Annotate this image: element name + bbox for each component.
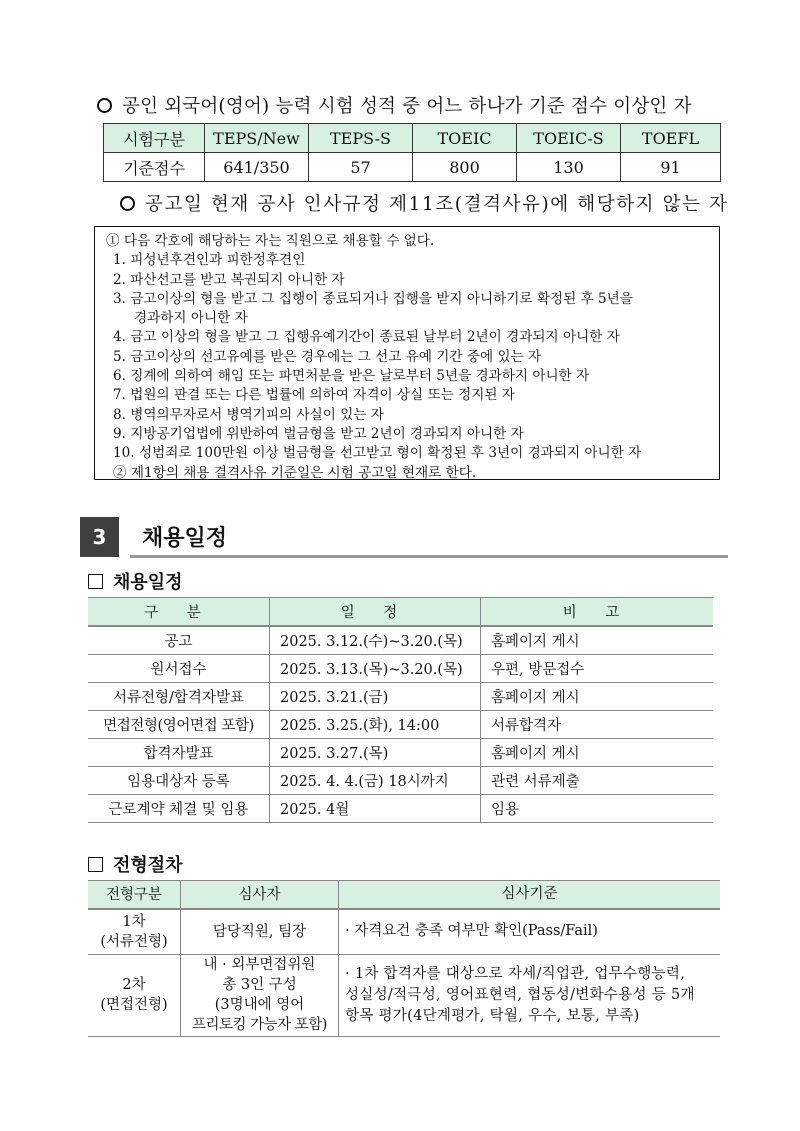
process-criteria-line: 성실성/적극성, 영어표현력, 협동성/변화수용성 등 5개 [345, 986, 695, 1003]
schedule-stage-cell: 면접전형(영어면접 포함) [88, 711, 270, 739]
schedule-date-cell: 2025. 3.13.(목)~3.20.(목) [270, 655, 481, 683]
circle-bullet-icon [97, 98, 112, 113]
score-table-header-row [104, 124, 721, 153]
process-header-cell: 심사기준 [339, 881, 721, 910]
checkbox-square-icon [88, 857, 103, 872]
schedule-note-cell: 우편, 방문접수 [481, 655, 714, 683]
schedule-stage-cell: 합격자발표 [88, 739, 270, 767]
schedule-date-cell: 2025. 3.25.(화), 14:00 [270, 711, 481, 739]
schedule-note-cell: 임용 [481, 795, 714, 823]
process-reviewer-line: 내 · 외부면접위원 [203, 957, 316, 973]
score-header-cell: TEPS-S [309, 124, 413, 153]
score-cell: 기준점수 [104, 153, 205, 182]
section-title: 채용일정 [142, 526, 228, 551]
section-number-badge: 3 [80, 517, 119, 557]
language-qualification-bullet [97, 92, 692, 118]
schedule-date-cell: 2025. 3.12.(수)~3.20.(목) [270, 626, 481, 655]
process-reviewer-cell [181, 954, 339, 1036]
table-row [88, 683, 713, 711]
score-cell: 800 [413, 153, 517, 182]
table-row [88, 909, 720, 954]
process-stage-number: 2차 [122, 977, 146, 993]
score-cell: 641/350 [205, 153, 309, 182]
schedule-stage-cell: 서류전형/합격자발표 [88, 683, 270, 711]
schedule-stage-cell: 공고 [88, 626, 270, 655]
process-stage-type: (서류전형) [100, 933, 168, 950]
process-criteria-cell [339, 954, 721, 1036]
schedule-heading-text: 채용일정 [113, 572, 183, 593]
schedule-heading [88, 568, 183, 594]
process-stage-cell [88, 909, 181, 954]
score-cell: 57 [309, 153, 413, 182]
table-row [88, 795, 713, 823]
checkbox-square-icon [88, 574, 103, 589]
process-criteria-line: · 자격요건 충족 여부만 확인(Pass/Fail) [345, 923, 598, 940]
disqualification-line: 9. 지방공기업법에 위반하여 벌금형을 받고 2년이 경과되지 아니한 자 [113, 425, 524, 442]
schedule-note-cell: 홈페이지 게시 [481, 626, 714, 655]
schedule-date-cell: 2025. 3.21.(금) [270, 683, 481, 711]
process-reviewer-line: 담당직원, 팀장 [212, 923, 307, 940]
process-reviewer-line: (3명내에 영어 [214, 997, 305, 1013]
schedule-header-cell: 일 정 [270, 598, 481, 627]
schedule-stage-cell: 임용대상자 등록 [88, 767, 270, 795]
section-divider [130, 555, 728, 558]
table-row [88, 954, 720, 1036]
schedule-table [88, 597, 713, 823]
score-header-cell: TEPS/New [205, 124, 309, 153]
schedule-header-cell: 구 분 [88, 598, 270, 627]
schedule-date-cell: 2025. 4월 [270, 795, 481, 823]
process-header-cell: 전형구분 [88, 881, 181, 910]
disqualification-line: 7. 법원의 판결 또는 다른 법률에 의하여 자격이 상실 또는 정지된 자 [113, 387, 515, 404]
table-row [88, 739, 713, 767]
schedule-note-cell: 서류합격자 [481, 711, 714, 739]
process-criteria-line: 항목 평가(4단계평가, 탁월, 우수, 보통, 부족) [345, 1007, 640, 1024]
disqualification-line: 6. 징계에 의하여 해임 또는 파면처분을 받은 날로부터 5년을 경과하지 아니한 자 [113, 368, 590, 385]
schedule-note-cell: 홈페이지 게시 [481, 739, 714, 767]
score-header-cell: TOEFL [621, 124, 721, 153]
schedule-note-cell: 홈페이지 게시 [481, 683, 714, 711]
table-row [88, 655, 713, 683]
score-header-cell: 시험구분 [104, 124, 205, 153]
process-table [88, 880, 720, 1037]
process-stage-cell [88, 954, 181, 1036]
language-score-table [103, 123, 721, 182]
disqualification-line: 1. 피성년후견인과 피한정후견인 [113, 252, 306, 269]
table-row [88, 626, 713, 655]
disqualification-line: 경과하지 아니한 자 [134, 310, 248, 327]
schedule-header-row [88, 598, 713, 627]
process-header-cell: 심사자 [181, 881, 339, 910]
score-table-row [104, 153, 721, 182]
process-header-row [88, 881, 720, 910]
disqualification-line: ① 다음 각호에 해당하는 자는 직원으로 채용할 수 없다. [106, 233, 435, 249]
table-row [88, 767, 713, 795]
schedule-stage-cell: 원서접수 [88, 655, 270, 683]
circle-bullet-icon [120, 196, 135, 211]
score-cell: 130 [517, 153, 621, 182]
table-row [88, 711, 713, 739]
process-heading [88, 851, 183, 877]
schedule-header-cell: 비 고 [481, 598, 714, 627]
disqualification-line: ② 제1항의 채용 결격사유 기준일은 시험 공고일 현재로 한다. [113, 464, 477, 481]
score-cell: 91 [621, 153, 721, 182]
regulation-qualification-bullet [120, 190, 729, 216]
schedule-note-cell: 관련 서류제출 [481, 767, 714, 795]
disqualification-box [94, 226, 720, 480]
disqualification-line: 5. 금고이상의 선고유예를 받은 경우에는 그 선고 유예 기간 중에 있는 자 [113, 348, 542, 365]
schedule-date-cell: 2025. 3.27.(목) [270, 739, 481, 767]
disqualification-line: 8. 병역의무자로서 병역기피의 사실이 있는 자 [113, 406, 384, 423]
score-header-cell: TOEIC [413, 124, 517, 153]
disqualification-line: 10. 성범죄로 100만원 이상 벌금형을 선고받고 형이 확정된 후 3년이 경과되지 아니한 자 [113, 445, 642, 462]
process-criteria-line: · 1차 합격자를 대상으로 자세/직업관, 업무수행능력, [345, 965, 686, 982]
process-criteria-cell [339, 909, 721, 954]
schedule-stage-cell: 근로계약 체결 및 임용 [88, 795, 270, 823]
disqualification-line: 4. 금고 이상의 형을 받고 그 집행유예기간이 종료된 날부터 2년이 경과되지 아니한 자 [113, 329, 620, 346]
process-stage-type: (면접전형) [100, 997, 168, 1013]
disqualification-line: 3. 금고이상의 형을 받고 그 집행이 종료되거나 집행을 받지 아니하기로 확정된 후 5년을 [113, 290, 633, 307]
schedule-date-cell: 2025. 4. 4.(금) 18시까지 [270, 767, 481, 795]
process-reviewer-line: 프리토킹 가능자 포함) [192, 1017, 327, 1033]
process-reviewer-cell [181, 909, 339, 954]
score-header-cell: TOEIC-S [517, 124, 621, 153]
regulation-qualification-text: 공고일 현재 공사 인사규정 제11조(결격사유)에 해당하지 않는 자 [145, 194, 729, 215]
process-reviewer-line: 총 3인 구성 [222, 977, 297, 993]
process-heading-text: 전형절차 [113, 855, 183, 876]
language-qualification-text: 공인 외국어(영어) 능력 시험 성적 중 어느 하나가 기준 점수 이상인 자 [122, 96, 692, 117]
disqualification-line: 2. 파산선고를 받고 복권되지 아니한 자 [113, 271, 345, 288]
process-stage-number: 1차 [122, 913, 146, 930]
